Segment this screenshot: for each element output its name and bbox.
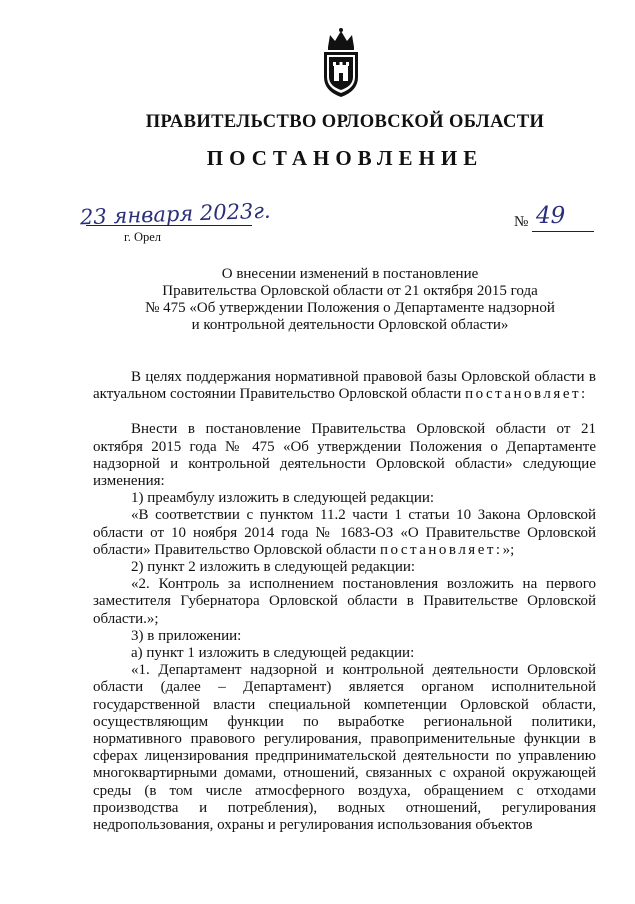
- preamble-text: В целях поддержания нормативной правовой базы Орловской области в актуальном состоянии Правительство Орловской области: [93, 369, 596, 403]
- paragraph-gap: [93, 403, 596, 421]
- list-item-1: 1) преамбулу изложить в следующей редакции:: [131, 490, 435, 507]
- orel-oblast-coat-of-arms-icon: [318, 27, 364, 99]
- list-item-3: 3) в приложении:: [131, 627, 242, 644]
- subject-line: О внесении изменений в постановление: [221, 266, 479, 282]
- subject-line: № 475 «Об утверждении Положения о Департаменте надзорной: [145, 300, 555, 316]
- list-item-1-quote: [93, 507, 596, 559]
- list-item-3a: а) пункт 1 изложить в следующей редакции:: [131, 645, 415, 662]
- date-underline: [86, 225, 252, 226]
- list-item-2-quote: «2. Контроль за исполнением постановления возложить на первого заместителя Губернатора Орловской области в Правительстве Орловской области.»;: [93, 576, 596, 627]
- main-clause: Внести в постановление Правительства Орловской области от 21 октября 2015 года № 475 «Об утверждении Положения о Департаменте надзорной и контрольной деятельности Орловской области» следующие изменения:: [93, 421, 596, 490]
- preamble-paragraph: [93, 369, 596, 403]
- list-item-3a-quote: «1. Департамент надзорной и контрольной деятельности Орловской области (далее – Департамент) является органом исполнительной государственной власти специальной компетенции Орловской области, осуществляющим функции по выработке региональной политики, нормативного правового регулирования, правоприменительные функции в сферах лицензирования предпринимательской деятельности по управлению многоквартирными домами, отношений, связанных с охраной окружающей среды (в том числе атмосферного воздуха, обращением с отходами производства и потребления), водных отношений, регулирования недропользования, охраны и регулирования использования объектов: [93, 662, 596, 834]
- document-number: 49: [536, 203, 566, 229]
- document-date: 23 января 2023г.: [79, 198, 272, 230]
- document-subject: [36, 266, 635, 334]
- government-title: ПРАВИТЕЛЬСТВО ОРЛОВСКОЙ ОБЛАСТИ: [145, 112, 545, 132]
- resolves-word: постановляет:: [379, 541, 503, 558]
- number-underline: [532, 231, 594, 232]
- resolves-word: постановляет:: [465, 386, 588, 403]
- list-item-2: 2) пункт 2 изложить в следующей редакции:: [131, 559, 416, 576]
- subject-line: и контрольной деятельности Орловской области»: [191, 317, 509, 333]
- document-city: г. Орел: [124, 230, 162, 244]
- number-label: №: [514, 214, 529, 230]
- quote-end: »;: [502, 541, 515, 558]
- document-type-title: ПОСТАНОВЛЕНИЕ: [206, 146, 484, 170]
- document-body: [93, 369, 596, 834]
- quote-text: «В соответствии с пунктом 11.2 части 1 статьи 10 Закона Орловской области от 10 ноября 2014 года № 1683-ОЗ «О Правительстве Орловской области» Правительство Орловской области: [93, 507, 596, 558]
- subject-line: Правительства Орловской области от 21 октября 2015 года: [162, 283, 538, 299]
